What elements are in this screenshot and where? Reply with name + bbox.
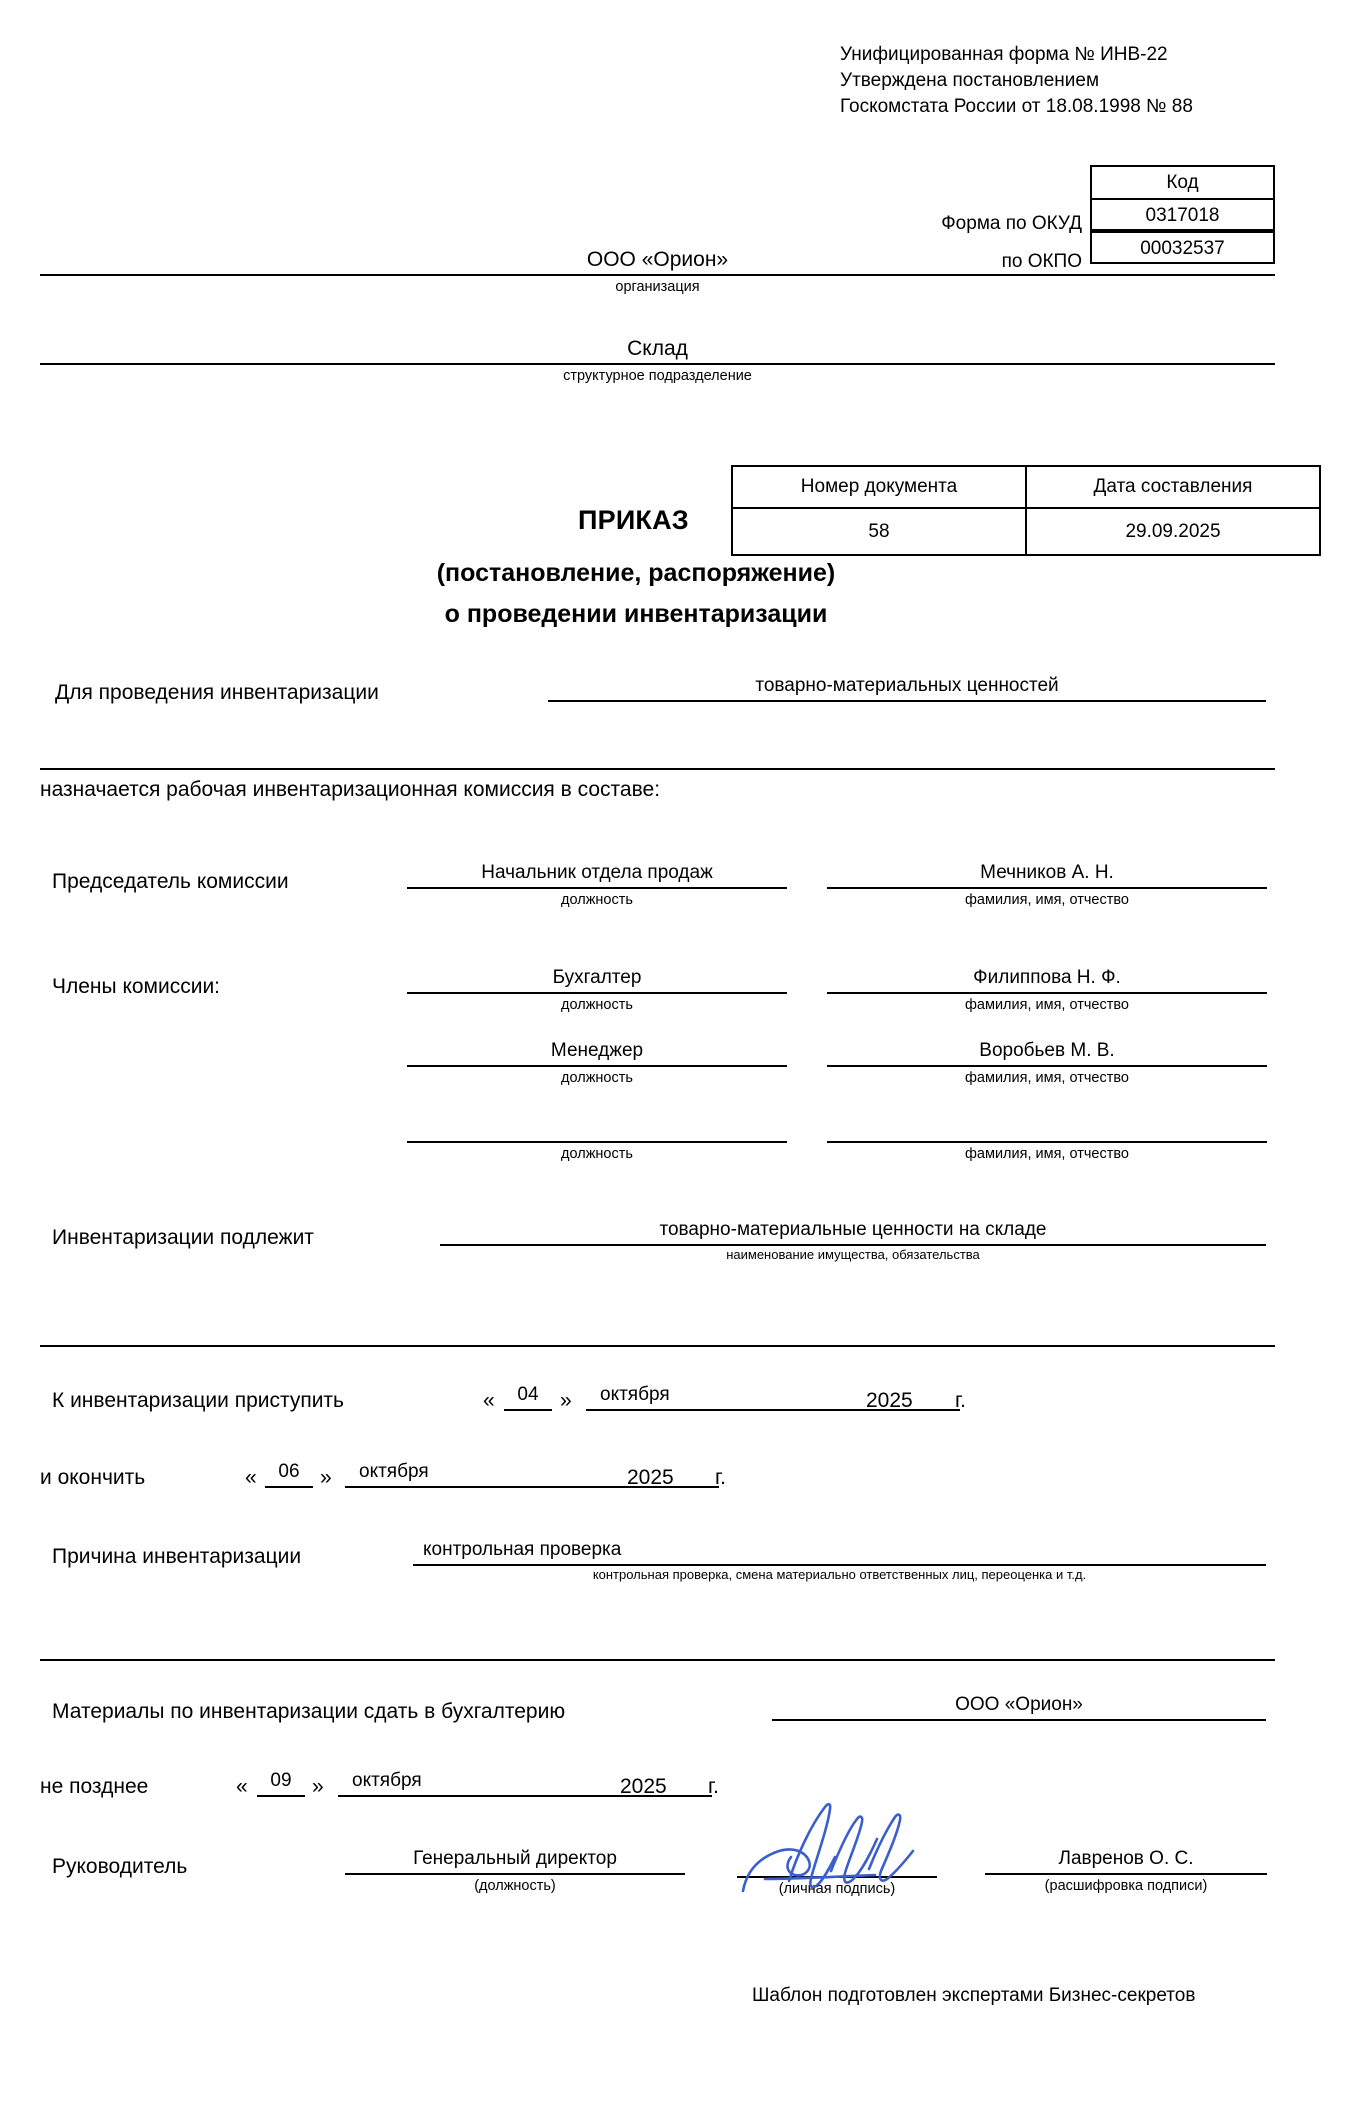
start-date-label: К инвентаризации приступить (52, 1389, 344, 1412)
start-quote-open: « (483, 1389, 495, 1412)
table-value-row (732, 508, 1320, 555)
doc-date-header: Дата составления (1026, 466, 1320, 508)
chairman-name-value: Мечников А. Н. (827, 863, 1267, 889)
code-table-header: Код (1090, 165, 1275, 198)
end-quote-open: « (245, 1466, 257, 1489)
member-1-position-value: Бухгалтер (407, 968, 787, 994)
subject-label: Инвентаризации подлежит (52, 1226, 314, 1249)
subject-continuation-rule (40, 1345, 1275, 1347)
chairman-position-field (407, 863, 787, 909)
purpose-value: товарно-материальных ценностей (548, 676, 1266, 702)
order-title: ПРИКАЗ (578, 505, 689, 535)
chairman-label: Председатель комиссии (52, 870, 289, 893)
deadline-label: не позднее (40, 1775, 149, 1798)
member-3-name-caption: фамилия, имя, отчество (964, 1146, 1129, 1162)
member-1-name-field (827, 968, 1267, 1014)
manager-position-caption: (должность) (474, 1877, 556, 1894)
reason-continuation-rule (40, 1659, 1275, 1661)
organization-field (40, 248, 1275, 296)
end-year-value: 2025 (627, 1466, 674, 1489)
deadline-quote-open: « (236, 1775, 248, 1798)
order-subtitle-2: о проведении инвентаризации (444, 600, 828, 628)
document-info-table (731, 465, 1321, 556)
submission-value: ООО «Орион» (772, 1695, 1266, 1721)
order-subtitle-1: (постановление, распоряжение) (436, 559, 836, 587)
members-label: Члены комиссии: (52, 975, 221, 998)
organization-name: ООО «Орион» (40, 248, 1275, 276)
okud-label: Форма по ОКУД (941, 213, 1082, 234)
reason-field (413, 1540, 1266, 1583)
commission-intro-label: назначается рабочая инвентаризационная комиссия в составе: (40, 778, 661, 801)
subdivision-caption: структурное подразделение (563, 368, 752, 385)
start-quote-close: » (560, 1389, 572, 1412)
chairman-name-caption: фамилия, имя, отчество (964, 891, 1129, 908)
member-2-position-caption: должность (561, 1069, 633, 1086)
deadline-quote-close: » (312, 1775, 324, 1798)
member-2-position-field (407, 1041, 787, 1087)
manager-position-field (345, 1849, 685, 1895)
chairman-position-caption: должность (561, 891, 633, 908)
deadline-month-value: октября (338, 1771, 712, 1797)
manager-label: Руководитель (52, 1855, 188, 1878)
start-year-suffix: г. (955, 1389, 966, 1412)
form-reference-note (840, 42, 1193, 121)
form-note-line-3: Госкомстата России от 18.08.1998 № 88 (840, 96, 1193, 118)
doc-date-value: 29.09.2025 (1026, 508, 1320, 555)
member-2-name-field (827, 1041, 1267, 1087)
start-year-value: 2025 (866, 1389, 913, 1412)
purpose-continuation-rule (40, 768, 1275, 770)
member-3-position-value (407, 1114, 787, 1143)
member-2-name-value: Воробьев М. В. (827, 1041, 1267, 1067)
chairman-position-value: Начальник отдела продаж (407, 863, 787, 889)
organization-caption: организация (615, 279, 700, 296)
manager-signature-line (737, 1849, 937, 1878)
footer-note: Шаблон подготовлен экспертами Бизнес-секретов (752, 1985, 1196, 2006)
manager-name-value: Лавренов О. С. (985, 1849, 1267, 1875)
okpo-label: по ОКПО (1001, 251, 1082, 272)
doc-number-value: 58 (732, 508, 1026, 555)
end-year-suffix: г. (715, 1466, 726, 1489)
end-quote-close: » (320, 1466, 332, 1489)
subject-field (440, 1220, 1266, 1263)
member-3-position-field (407, 1114, 787, 1163)
manager-name-field (985, 1849, 1267, 1895)
table-header-row (732, 466, 1320, 508)
start-day-value: 04 (504, 1385, 552, 1411)
member-1-position-caption: должность (561, 996, 633, 1013)
form-note-line-1: Унифицированная форма № ИНВ-22 (840, 44, 1168, 65)
member-3-position-caption: должность (561, 1146, 633, 1162)
manager-signature-caption: (личная подпись) (778, 1881, 896, 1897)
okud-code-value: 0317018 (1090, 198, 1275, 231)
purpose-label: Для проведения инвентаризации (55, 681, 379, 704)
subject-caption: наименование имущества, обязательства (726, 1246, 980, 1262)
reason-caption: контрольная проверка, смена материально ответственных лиц, переоценка и т.д. (592, 1566, 1087, 1582)
subject-value: товарно-материальные ценности на складе (440, 1220, 1266, 1246)
start-month-value: октября (586, 1385, 960, 1411)
manager-signature-field (737, 1849, 937, 1898)
deadline-year-suffix: г. (708, 1775, 719, 1798)
submission-label: Материалы по инвентаризации сдать в бухгалтерию (52, 1700, 566, 1723)
deadline-day-value: 09 (257, 1771, 305, 1797)
manager-name-caption: (расшифровка подписи) (1044, 1877, 1208, 1894)
subdivision-name: Склад (40, 337, 1275, 365)
member-1-position-field (407, 968, 787, 1014)
doc-number-header: Номер документа (732, 466, 1026, 508)
end-month-value: октября (345, 1462, 719, 1488)
form-note-line-2: Утверждена постановлением (840, 70, 1100, 92)
member-2-name-caption: фамилия, имя, отчество (964, 1069, 1129, 1086)
okpo-code-value: 00032537 (1090, 231, 1275, 264)
subdivision-field (40, 337, 1275, 385)
member-1-name-value: Филиппова Н. Ф. (827, 968, 1267, 994)
end-day-value: 06 (265, 1462, 313, 1488)
reason-value: контрольная проверка (413, 1540, 1266, 1566)
chairman-name-field (827, 863, 1267, 909)
deadline-year-value: 2025 (620, 1775, 667, 1798)
reason-label: Причина инвентаризации (52, 1545, 302, 1568)
member-2-position-value: Менеджер (407, 1041, 787, 1067)
member-1-name-caption: фамилия, имя, отчество (964, 996, 1129, 1013)
end-date-label: и окончить (40, 1466, 146, 1489)
manager-position-value: Генеральный директор (345, 1849, 685, 1875)
member-3-name-value (827, 1114, 1267, 1143)
member-3-name-field (827, 1114, 1267, 1163)
